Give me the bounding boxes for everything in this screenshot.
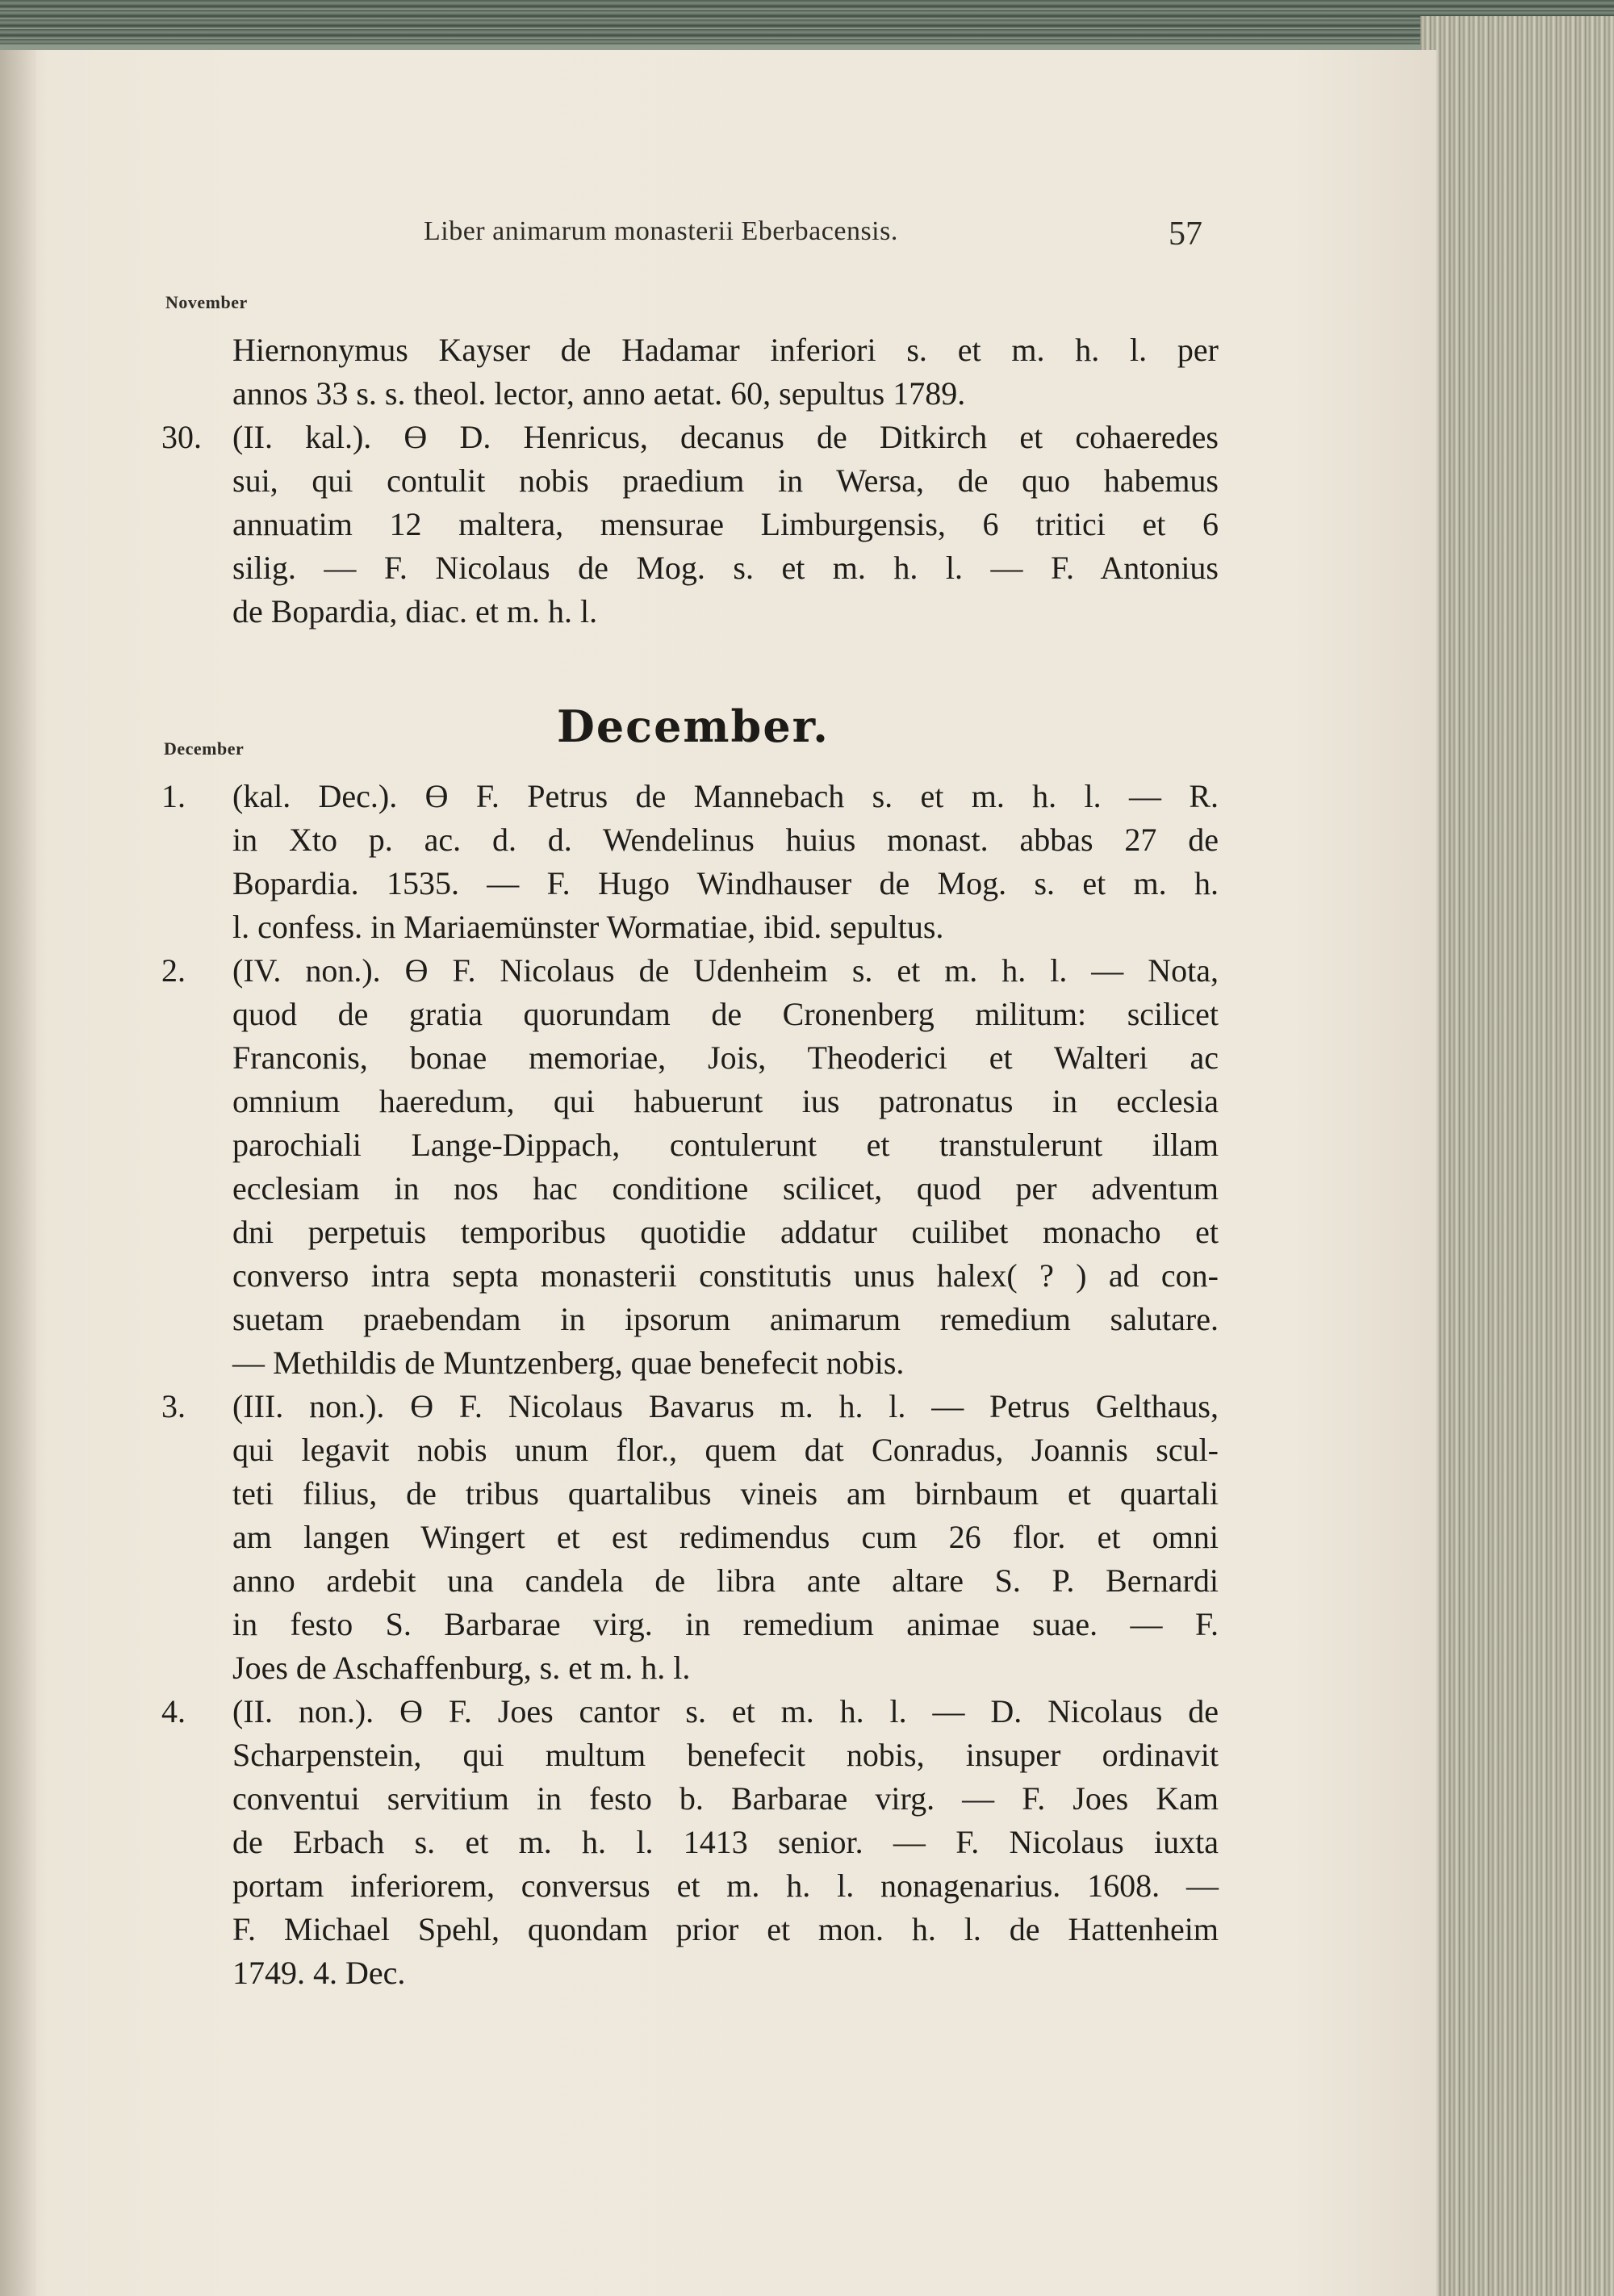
entry-line: annuatim 12 maltera, mensurae Limburgensis, 6 tritici et 6 — [232, 506, 1219, 542]
entry-line: ecclesiam in nos hac conditione scilicet, quod per adventum — [232, 1170, 1219, 1207]
entry-number: 30. — [161, 419, 202, 455]
entry-line: (II. non.). ϴ F. Joes cantor s. et m. h. l. — D. Nicolaus de — [232, 1693, 1219, 1729]
entry-line: anno ardebit una candela de libra ante altare S. P. Bernardi — [232, 1562, 1219, 1599]
entry-line: (kal. Dec.). ϴ F. Petrus de Mannebach s. et m. h. l. — R. — [232, 778, 1219, 814]
entry-line: de Erbach s. et m. h. l. 1413 senior. — F. Nicolaus iuxta — [232, 1824, 1219, 1860]
entry-line: converso intra septa monasterii constitutis unus halex( ? ) ad con- — [232, 1257, 1219, 1294]
entry-line: sui, qui contulit nobis praedium in Wersa, de quo habemus — [232, 462, 1219, 499]
entry-line: 1749. 4. Dec. — [232, 1955, 406, 1991]
entry-line: annos 33 s. s. theol. lector, anno aetat. 60, sepultus 1789. — [232, 375, 966, 412]
entry-line: in festo S. Barbarae virg. in remedium animae suae. — F. — [232, 1606, 1219, 1642]
entry-line: l. confess. in Mariaemünster Wormatiae, ibid. sepultus. — [232, 909, 944, 945]
entry-line: suetam praebendam in ipsorum animarum remedium salutare. — [232, 1301, 1219, 1337]
entry-line: qui legavit nobis unum flor., quem dat Conradus, Joannis scul- — [232, 1432, 1219, 1468]
margin-label-november: November — [165, 292, 248, 312]
entry-line: silig. — F. Nicolaus de Mog. s. et m. h. l. — F. Antonius — [232, 550, 1219, 586]
entry-line: Hiernonymus Kayser de Hadamar inferiori s. et m. h. l. per — [232, 332, 1219, 368]
entry-line: (III. non.). ϴ F. Nicolaus Bavarus m. h. l. — Petrus Gelthaus, — [232, 1388, 1219, 1424]
entry-number: 4. — [161, 1693, 186, 1729]
entry-line: Franconis, bonae memoriae, Jois, Theoderici et Walteri ac — [232, 1039, 1219, 1076]
entry-line: (II. kal.). ϴ D. Henricus, decanus de Ditkirch et cohaeredes — [232, 419, 1219, 455]
entry-number: 3. — [161, 1388, 186, 1424]
entry-line: dni perpetuis temporibus quotidie addatur cuilibet monacho et — [232, 1214, 1219, 1250]
december-entry-1 — [161, 775, 1219, 949]
running-header-title: Liber animarum monasterii Eberbacensis. — [424, 216, 898, 246]
entry-line: Joes de Aschaffenburg, s. et m. h. l. — [232, 1650, 691, 1686]
december-entry-2 — [161, 949, 1219, 1385]
entry-line: — Methildis de Muntzenberg, quae benefecit nobis. — [232, 1345, 905, 1381]
entry-number: 1. — [161, 778, 186, 814]
entry-line: de Bopardia, diac. et m. h. l. — [232, 593, 598, 629]
entry-line: omnium haeredum, qui habuerunt ius patronatus in ecclesia — [232, 1083, 1219, 1119]
entry-line: portam inferiorem, conversus et m. h. l. nonagenarius. 1608. — — [232, 1867, 1219, 1904]
entry-line: parochiali Lange-Dippach, contulerunt et transtulerunt illam — [232, 1127, 1219, 1163]
entry-number: 2. — [161, 952, 186, 989]
entry-line: in Xto p. ac. d. d. Wendelinus huius monast. abbas 27 de — [232, 822, 1219, 858]
december-entry-3 — [161, 1385, 1219, 1690]
page-number: 57 — [1169, 215, 1202, 253]
entry-line: Bopardia. 1535. — F. Hugo Windhauser de Mog. s. et m. h. — [232, 865, 1219, 901]
november-entry-30 — [161, 416, 1219, 634]
entry-line: Scharpenstein, qui multum benefecit nobis, insuper ordinavit — [232, 1737, 1219, 1773]
entry-line: F. Michael Spehl, quondam prior et mon. h. l. de Hattenheim — [232, 1911, 1219, 1947]
entry-line: teti filius, de tribus quartalibus vineis am birnbaum et quartali — [232, 1475, 1219, 1512]
section-heading-december: December. — [557, 701, 830, 752]
december-entry-4 — [161, 1690, 1219, 1995]
november-entry-continuation — [161, 328, 1219, 416]
entry-line: conventui servitium in festo b. Barbarae virg. — F. Joes Kam — [232, 1780, 1219, 1817]
book-gutter — [0, 50, 36, 2296]
entry-line: am langen Wingert et est redimendus cum 26 flor. et omni — [232, 1519, 1219, 1555]
entry-line: quod de gratia quorundam de Cronenberg militum: scilicet — [232, 996, 1219, 1032]
book-page-edges — [1420, 16, 1614, 2296]
margin-label-december: December — [164, 738, 245, 759]
entry-line: (IV. non.). ϴ F. Nicolaus de Udenheim s. et m. h. l. — Nota, — [232, 952, 1219, 989]
